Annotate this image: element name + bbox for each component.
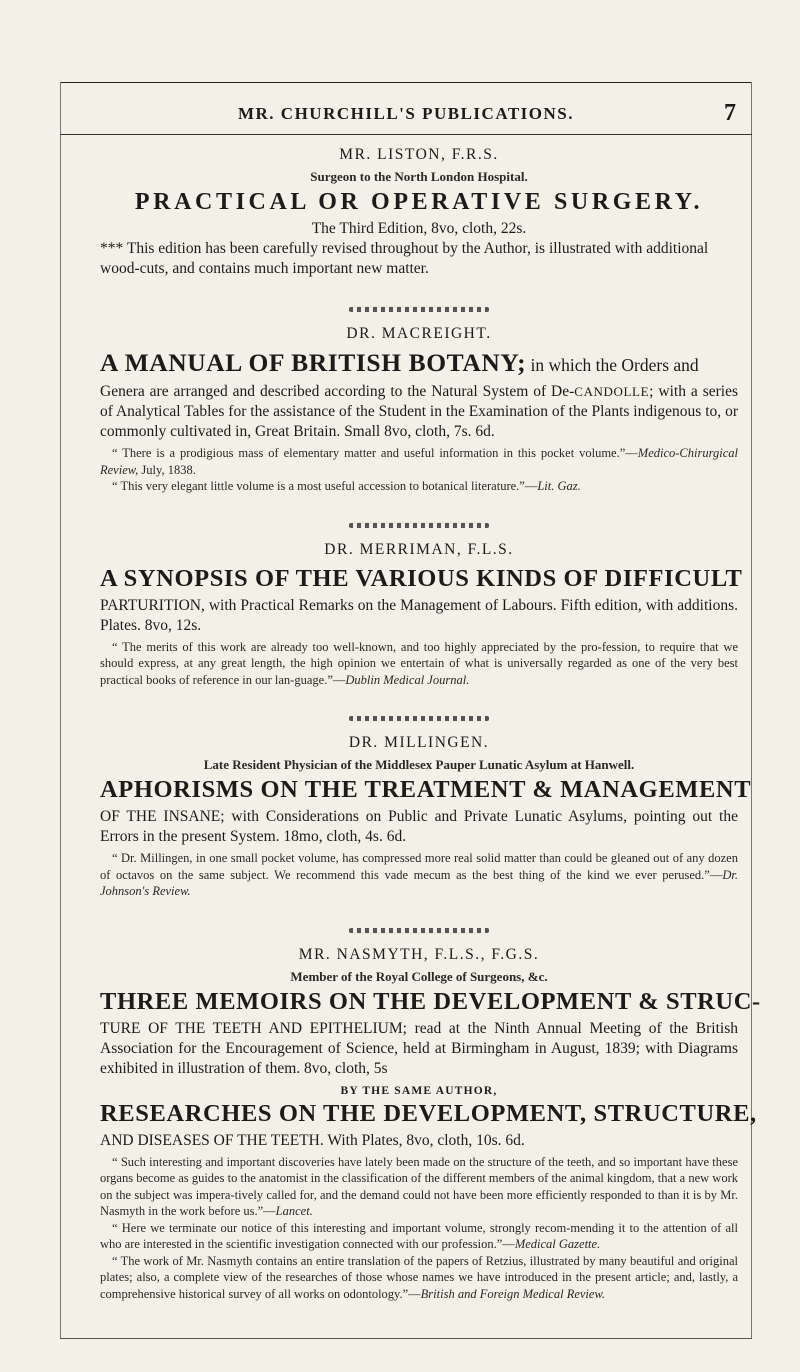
top-border	[60, 82, 752, 83]
entry-millingen	[100, 734, 752, 900]
review-source: Dublin Medical Journal.	[345, 672, 470, 687]
review-source: British and Foreign Medical Review.	[420, 1286, 605, 1301]
book-description	[100, 382, 738, 442]
title-text: A MANUAL OF BRITISH BOTANY;	[100, 348, 527, 377]
description-text: ; with a series of Analytical Tables for the assistance of the Student in the Examination of the Plants indigenous to, or commonly cultivated in, Great Britain. Small 8vo, cloth, 7s. 6d.	[100, 383, 738, 440]
entry-macreight	[100, 325, 738, 495]
book-title: APHORISMS ON THE TREATMENT & MANAGEMENT	[100, 776, 752, 803]
book-description: PARTURITION, with Practical Remarks on the Management of Labours. Fifth edition, with additions. Plates. 8vo, 12s.	[100, 596, 738, 634]
review-quote	[100, 639, 738, 689]
description-text: Genera are arranged and described according to the Natural System of De-	[100, 383, 575, 400]
book-title: PRACTICAL OR OPERATIVE SURGERY.	[134, 189, 704, 215]
ornament-divider	[100, 920, 738, 932]
book-title-2: RESEARCHES ON THE DEVELOPMENT, STRUCTURE,	[100, 1099, 757, 1127]
review-text: “ The work of Mr. Nasmyth contains an entire translation of the papers of Retzius, illustrated by many beautiful and original plates; also, a complete view of the researches of those whose names we have introduced in the present article; and, lastly, a comprehensive historical survey of all works on odontology.”—	[100, 1253, 738, 1301]
edition-note: *** This edition has been carefully revised throughout by the Author, is illustrated with additional wood-cuts, and contains much important new matter.	[100, 240, 709, 277]
review-text: “ Here we terminate our notice of this interesting and important volume, strongly recom-mending it to the attention of all who are interested in the scientific investigation connected with our profession.”—	[100, 1220, 738, 1251]
author: MR. NASMYTH, F.L.S., F.G.S.	[298, 945, 540, 963]
bottom-border	[60, 1338, 752, 1339]
review-source: Lancet.	[275, 1204, 313, 1218]
review-quote	[100, 1220, 738, 1253]
author-role: Surgeon to the North London Hospital.	[310, 169, 528, 184]
review-text: “ Such interesting and important discoveries have lately been made on the structure of the teeth, and so important have these organs become as guides to the anatomist in the classification of the different members of the animal kingdom, that a new work on the subject was impera-tively called for, and the demand could not have been more efficiently responded to than it is by Mr. Nasmyth in the work before us.”—	[100, 1154, 738, 1218]
review-quote	[100, 850, 738, 900]
review-source: Lit. Gaz.	[537, 479, 581, 493]
description-smallcaps: CANDOLLE	[574, 384, 650, 399]
edition-info: The Third Edition, 8vo, cloth, 22s.	[311, 220, 527, 237]
page-header	[70, 100, 742, 128]
review-quote	[100, 1253, 738, 1303]
book-description-2: AND DISEASES OF THE TEETH. With Plates, 8vo, cloth, 10s. 6d.	[100, 1131, 525, 1149]
publication-list	[100, 146, 761, 1302]
review-quote	[100, 1154, 738, 1220]
review-text: “ The merits of this work are already too well-known, and too highly appreciated by the pro-fession, to require that we should express, at any great length, the high opinion we entertain of what is universally regarded as one of the very best practical books of reference in our lan-guage.”—	[100, 639, 738, 687]
running-head: MR. CHURCHILL'S PUBLICATIONS.	[237, 104, 574, 123]
right-border	[751, 82, 752, 1338]
author: MR. LISTON, F.R.S.	[339, 146, 499, 163]
review-text: “ Dr. Millingen, in one small pocket volume, has compressed more real solid matter than could be gleaned out of any dozen of octavos on the same subject. We recommend this vade mecum as the best thing of the kind we ever perused.”—	[100, 851, 738, 882]
header-rule	[60, 134, 752, 135]
review-source: Medico-Chirurgical Review,	[100, 446, 738, 477]
ornament-divider	[100, 708, 738, 720]
left-border	[60, 82, 61, 1338]
page-number: 7	[724, 100, 736, 126]
review-text: “ This very elegant little volume is a most useful accession to botanical literature.”—	[112, 479, 538, 493]
title-tail: in which the Orders and	[526, 355, 699, 375]
review-tail: July, 1838.	[138, 462, 196, 477]
byline: BY THE SAME AUTHOR,	[340, 1084, 498, 1097]
entry-liston	[100, 146, 738, 279]
ornament-divider	[100, 515, 738, 527]
author-role: Late Resident Physician of the Middlesex Pauper Lunatic Asylum at Hanwell.	[203, 757, 635, 772]
book-description: TURE OF THE TEETH AND EPITHELIUM; read at the Ninth Annual Meeting of the British Association for the Encouragement of Science, held at Birmingham in August, 1839; with Diagrams exhibited in illustration of them. 8vo, cloth, 5s	[100, 1019, 738, 1077]
review-source: Dr. Johnson's Review.	[100, 867, 738, 898]
book-title: THREE MEMOIRS ON THE DEVELOPMENT & STRUC-	[100, 987, 761, 1015]
review-quote	[100, 445, 738, 478]
author: DR. MILLINGEN.	[348, 734, 490, 751]
entry-merriman	[100, 540, 743, 689]
ornament-divider	[100, 299, 738, 311]
book-description: OF THE INSANE; with Considerations on Public and Private Lunatic Asylums, pointing out the Errors in the present System. 18mo, cloth, 4s. 6d.	[100, 808, 738, 845]
author: DR. MACREIGHT.	[346, 325, 492, 342]
book-title: A SYNOPSIS OF THE VARIOUS KINDS OF DIFFICULT	[100, 564, 743, 592]
entry-nasmyth	[100, 945, 761, 1303]
review-quote	[100, 478, 738, 495]
book-title	[100, 348, 738, 380]
author-role: Member of the Royal College of Surgeons, &c.	[290, 968, 548, 984]
review-text: “ There is a prodigious mass of elementary matter and useful information in this pocket volume.”—	[112, 446, 638, 460]
author: DR. MERRIMAN, F.L.S.	[324, 540, 514, 558]
review-source: Medical Gazette.	[514, 1237, 601, 1251]
